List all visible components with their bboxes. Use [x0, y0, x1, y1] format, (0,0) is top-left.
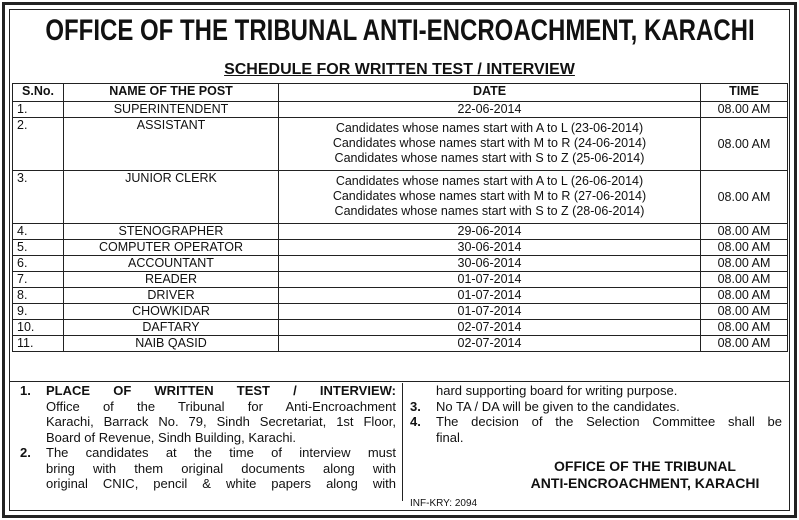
row-time: 08.00 AM [701, 102, 788, 118]
row-post: READER [64, 272, 279, 288]
table-row [13, 320, 788, 336]
note-1-heading: PLACE OF WRITTEN TEST / INTERVIEW: [46, 383, 396, 398]
date-line: 30-06-2014 [457, 256, 522, 270]
date-line: Candidates whose names start with M to R (27-06-2014) [332, 189, 647, 203]
row-post: DAFTARY [64, 320, 279, 336]
row-post: DRIVER [64, 288, 279, 304]
table-row [13, 256, 788, 272]
table-row [13, 224, 788, 240]
date-line: Candidates whose names start with S to Z (25-06-2014) [334, 151, 645, 165]
notes-left: 1. PLACE OF WRITTEN TEST / INTERVIEW: Office of the Tribunal for Anti-Encroachment Karachi, Barrack No. 79, Sindh Secretariat, 1st Floor, Board of Revenue, Sindh Building, Karachi. 2. The candidates at the time of interview must bring with them original documents along with original CNIC, pencil & white papers along with [20, 383, 396, 491]
row-sno: 9. [13, 304, 64, 320]
row-sno: 11. [13, 336, 64, 352]
column-divider [402, 383, 403, 501]
table-row [13, 272, 788, 288]
row-time: 08.00 AM [701, 240, 788, 256]
date-line: 22-06-2014 [457, 102, 522, 116]
row-date [279, 272, 701, 288]
header-date: DATE [279, 84, 701, 102]
header-post: NAME OF THE POST [64, 84, 279, 102]
row-post: SUPERINTENDENT [64, 102, 279, 118]
row-time: 08.00 AM [701, 288, 788, 304]
date-line: 29-06-2014 [457, 224, 522, 238]
row-sno: 10. [13, 320, 64, 336]
row-date [279, 240, 701, 256]
header-time: TIME [701, 84, 788, 102]
ad-title: OFFICE OF THE TRIBUNAL ANTI-ENCROACHMENT, KARACHI [44, 14, 755, 47]
note-4: The decision of the Selection Committee shall be [436, 414, 782, 429]
row-sno: 5. [13, 240, 64, 256]
date-line: 02-07-2014 [457, 336, 522, 350]
date-line: Candidates whose names start with A to L (26-06-2014) [335, 174, 644, 188]
table-row [13, 240, 788, 256]
row-sno: 1. [13, 102, 64, 118]
row-sno: 2. [13, 118, 64, 171]
row-post: ACCOUNTANT [64, 256, 279, 272]
row-time: 08.00 AM [701, 224, 788, 240]
schedule-table [12, 83, 788, 352]
row-time: 08.00 AM [701, 171, 788, 224]
row-date [279, 336, 701, 352]
note-3: No TA / DA will be given to the candidates. [436, 398, 680, 414]
row-post: COMPUTER OPERATOR [64, 240, 279, 256]
date-line: 01-07-2014 [457, 272, 522, 286]
date-line: 30-06-2014 [457, 240, 522, 254]
row-post: STENOGRAPHER [64, 224, 279, 240]
row-post: ASSISTANT [64, 118, 279, 171]
row-sno: 8. [13, 288, 64, 304]
date-line: Candidates whose names start with S to Z (28-06-2014) [334, 204, 645, 218]
row-date [279, 118, 701, 171]
row-date [279, 224, 701, 240]
row-time: 08.00 AM [701, 272, 788, 288]
row-time: 08.00 AM [701, 304, 788, 320]
row-time: 08.00 AM [701, 336, 788, 352]
ad-subtitle: SCHEDULE FOR WRITTEN TEST / INTERVIEW [224, 61, 575, 78]
reference-number: INF-KRY: 2094 [410, 498, 478, 509]
row-sno: 7. [13, 272, 64, 288]
notes-right: hard supporting board for writing purpose. 3. No TA / DA will be given to the candidates. 4. The decision of the Selection Committee shall be final. [410, 383, 782, 445]
table-row [13, 336, 788, 352]
table-row [13, 102, 788, 118]
row-time: 08.00 AM [701, 256, 788, 272]
row-time: 08.00 AM [701, 118, 788, 171]
date-line: 01-07-2014 [457, 304, 522, 318]
table-row [13, 171, 788, 224]
table-row [13, 288, 788, 304]
row-sno: 6. [13, 256, 64, 272]
table-row [13, 118, 788, 171]
row-post: CHOWKIDAR [64, 304, 279, 320]
row-time: 08.00 AM [701, 320, 788, 336]
date-line: Candidates whose names start with M to R (24-06-2014) [332, 136, 647, 150]
row-post: NAIB QASID [64, 336, 279, 352]
row-sno: 3. [13, 171, 64, 224]
row-date [279, 256, 701, 272]
table-row [13, 304, 788, 320]
row-date [279, 304, 701, 320]
date-line: 01-07-2014 [457, 288, 522, 302]
row-date [279, 288, 701, 304]
row-post: JUNIOR CLERK [64, 171, 279, 224]
signature-block: OFFICE OF THE TRIBUNAL ANTI-ENCROACHMENT, KARACHI [530, 458, 760, 491]
row-date [279, 171, 701, 224]
row-date [279, 320, 701, 336]
row-date [279, 102, 701, 118]
divider [9, 381, 790, 382]
row-sno: 4. [13, 224, 64, 240]
date-line: 02-07-2014 [457, 320, 522, 334]
header-sno: S.No. [13, 84, 64, 102]
date-line: Candidates whose names start with A to L (23-06-2014) [335, 121, 644, 135]
